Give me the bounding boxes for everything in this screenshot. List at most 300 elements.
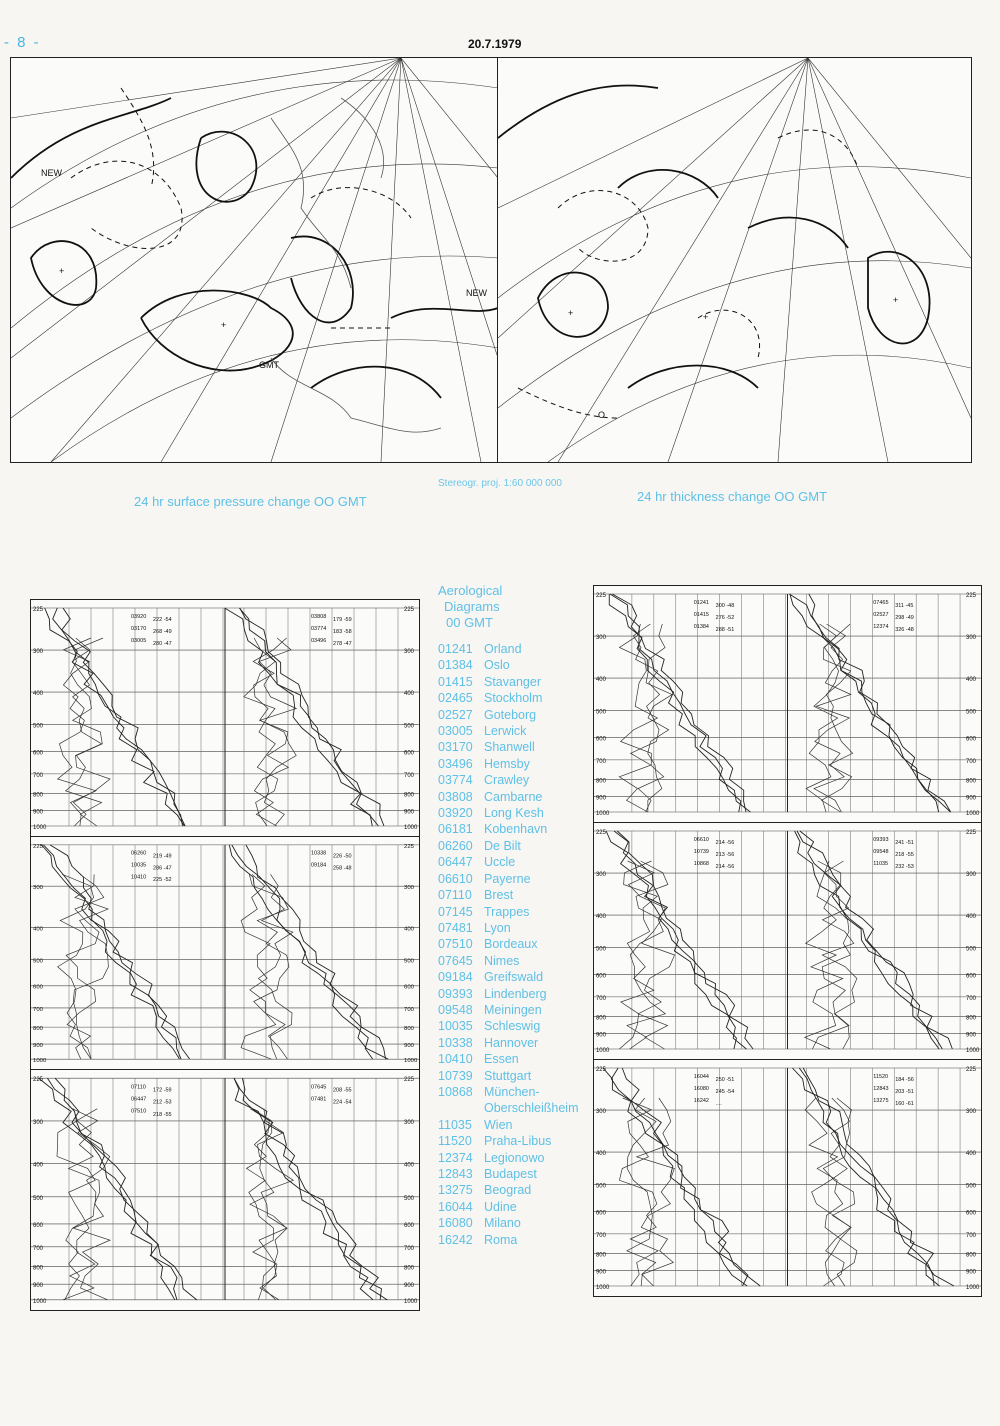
- station-item: [438, 1068, 578, 1084]
- pressure-label: 1000: [404, 1298, 418, 1305]
- pressure-label: 800: [595, 778, 606, 785]
- pressure-label: 500: [404, 958, 415, 965]
- pressure-label: 400: [595, 677, 606, 684]
- station-item: [438, 969, 578, 985]
- pressure-label: 1000: [404, 825, 418, 831]
- tropopause-value: 245 -54: [715, 1088, 735, 1096]
- dewpoint-profile: [805, 861, 843, 1049]
- diagram-graphic: [594, 586, 981, 822]
- station-code: 10338: [438, 1035, 473, 1050]
- station-code-label: 01384: [693, 623, 709, 631]
- station-code: 03496: [438, 756, 473, 771]
- pressure-label: 1000: [404, 1058, 418, 1065]
- station-code-label: 07465: [873, 599, 889, 607]
- station-code-label: 09184: [311, 862, 327, 869]
- station-code: 12374: [438, 1150, 473, 1165]
- pressure-label: 800: [595, 1252, 606, 1259]
- station-code: 07645: [438, 953, 473, 968]
- station-item: [438, 920, 578, 936]
- pressure-label: 225: [966, 592, 977, 600]
- tropopause-value: 184 -56: [895, 1076, 914, 1084]
- station-code: 10739: [438, 1068, 473, 1083]
- station-code: 02527: [438, 707, 473, 722]
- pressure-label: 700: [966, 995, 977, 1002]
- station-name: Hemsby: [484, 756, 530, 771]
- tropopause-value: 226 -50: [333, 853, 352, 860]
- pressure-label: 700: [595, 1232, 606, 1239]
- tropopause-value: 172 -59: [153, 1087, 172, 1094]
- station-item: [438, 739, 578, 755]
- station-item: [438, 904, 578, 920]
- pressure-label: 1000: [966, 810, 980, 818]
- tropopause-value: 208 -55: [333, 1087, 352, 1094]
- station-item: [438, 953, 578, 969]
- dewpoint-profile: [66, 874, 104, 1059]
- station-name: Roma: [484, 1232, 518, 1247]
- station-name: Goteborg: [484, 707, 537, 722]
- pressure-label: 700: [404, 772, 415, 779]
- dewpoint-profile: [812, 861, 850, 1049]
- pressure-label: 900: [404, 1043, 415, 1049]
- station-name: Milano: [484, 1216, 521, 1231]
- station-code-label: 11035: [873, 860, 889, 868]
- legend-title-line: Diagrams: [444, 599, 500, 614]
- tropopause-value: 276 -52: [715, 614, 735, 622]
- pressure-label: 300: [595, 635, 606, 642]
- pressure-label: 225: [404, 843, 415, 850]
- dewpoint-profile: [244, 638, 278, 826]
- station-code: 07510: [438, 937, 473, 952]
- station-code-label: 16080: [693, 1085, 709, 1093]
- pressure-label: 1000: [33, 1058, 47, 1065]
- pressure-label: 225: [595, 829, 606, 837]
- pressure-label: 1000: [33, 825, 47, 831]
- tropopause-value: 213 -56: [715, 851, 735, 859]
- pressure-label: 225: [33, 1077, 44, 1084]
- station-code: 07481: [438, 920, 473, 935]
- station-code-label: 10868: [693, 860, 709, 868]
- dewpoint-profile: [259, 638, 296, 826]
- pressure-label: 225: [404, 607, 415, 613]
- pressure-label: 900: [966, 795, 977, 802]
- pressure-label: 800: [33, 792, 44, 799]
- pressure-label: 400: [404, 691, 415, 698]
- tropopause-value: 311 -45: [895, 602, 914, 610]
- pressure-label: 800: [33, 1265, 44, 1272]
- station-item: [438, 1166, 578, 1182]
- pressure-label: 400: [595, 1151, 606, 1158]
- station-name: Schleswig: [484, 1019, 541, 1034]
- pressure-label: 900: [595, 1032, 606, 1039]
- pressure-label: 300: [595, 872, 606, 879]
- surface-pressure-change-map: [10, 57, 499, 463]
- station-name: Payerne: [484, 871, 531, 886]
- station-code: 16242: [438, 1232, 473, 1247]
- station-code-label: 11520: [873, 1073, 889, 1081]
- pressure-label: 600: [404, 1222, 415, 1229]
- station-code: 09548: [438, 1002, 473, 1017]
- dewpoint-profile: [241, 874, 276, 1059]
- tropopause-value: ....: [715, 1100, 722, 1108]
- station-item: [438, 641, 578, 657]
- station-item: [438, 1117, 578, 1133]
- station-code-label: 01415: [693, 611, 709, 619]
- station-code: 10868: [438, 1084, 473, 1099]
- diagram-graphic: [31, 1070, 419, 1310]
- pressure-map-graphic: [11, 58, 498, 462]
- station-code: 03005: [438, 724, 473, 739]
- station-list: [438, 641, 578, 1248]
- station-name: Stockholm: [484, 691, 543, 706]
- station-item: [438, 936, 578, 952]
- station-code-label: 12843: [873, 1085, 889, 1093]
- station-code-label: 06610: [693, 836, 709, 844]
- station-name: Cambarne: [484, 789, 543, 804]
- station-item: [438, 1199, 578, 1215]
- page-number: - 8 -: [4, 34, 41, 51]
- pressure-label: 800: [966, 1252, 977, 1259]
- pressure-label: 400: [404, 926, 415, 933]
- station-name-continued: Oberschleißheim: [484, 1101, 579, 1116]
- aerological-diagram-left-3: [30, 1069, 420, 1311]
- pressure-label: 600: [33, 1222, 44, 1229]
- tropopause-value: 232 -53: [895, 863, 914, 871]
- station-item: [438, 756, 578, 772]
- pressure-label: 400: [404, 1162, 415, 1169]
- station-code: 10410: [438, 1052, 473, 1067]
- station-code-label: 01241: [693, 599, 709, 607]
- pressure-label: 300: [966, 1109, 977, 1116]
- pressure-label: 400: [33, 1162, 44, 1169]
- pressure-label: 600: [404, 750, 415, 757]
- station-code-label: 06260: [131, 850, 147, 857]
- pressure-label: 600: [33, 750, 44, 757]
- station-name: Oslo: [484, 658, 510, 673]
- pressure-label: 300: [33, 649, 44, 656]
- station-code-label: 07481: [311, 1096, 327, 1103]
- pressure-label: 400: [33, 926, 44, 933]
- tropopause-value: 183 -58: [333, 629, 352, 635]
- dewpoint-profile: [619, 861, 657, 1049]
- pressure-label: 700: [33, 1245, 44, 1252]
- station-item: [438, 1018, 578, 1034]
- pressure-label: 700: [33, 772, 44, 779]
- tropopause-value: 258 -48: [333, 865, 352, 872]
- pressure-label: 300: [966, 872, 977, 879]
- pressure-label: 600: [595, 973, 606, 980]
- station-code-label: 07110: [131, 1084, 146, 1091]
- dewpoint-profile: [253, 638, 288, 826]
- station-code: 03920: [438, 806, 473, 821]
- station-name: Greifswald: [484, 970, 544, 985]
- pressure-label: 225: [33, 843, 44, 850]
- station-item: [438, 1051, 578, 1067]
- pressure-label: 500: [595, 1183, 606, 1190]
- station-code-label: 12374: [873, 623, 889, 631]
- station-name: Wien: [484, 1117, 513, 1132]
- legend-title-line: 00 GMT: [446, 615, 493, 630]
- station-code-label: 03920: [131, 614, 147, 620]
- station-code-label: 02527: [873, 611, 889, 619]
- pressure-label: 225: [404, 1077, 415, 1084]
- pressure-label: 500: [404, 723, 415, 730]
- pressure-label: 900: [33, 1283, 44, 1290]
- pressure-label: 700: [595, 758, 606, 765]
- station-name: Shanwell: [484, 740, 535, 755]
- station-code-label: 06447: [131, 1096, 147, 1103]
- pressure-label: 400: [595, 914, 606, 921]
- station-code-label: 10338: [311, 850, 327, 857]
- pressure-label: 900: [595, 1269, 606, 1276]
- tropopause-value: 286 -47: [153, 865, 172, 872]
- pressure-label: 500: [966, 1183, 977, 1190]
- pressure-label: 600: [966, 736, 977, 743]
- station-code-label: 16044: [693, 1073, 709, 1081]
- pressure-label: 500: [595, 709, 606, 716]
- station-item: [438, 1182, 578, 1198]
- pressure-label: 300: [595, 1109, 606, 1116]
- pressure-label: 1000: [595, 810, 610, 818]
- thickness-change-map: [497, 57, 972, 463]
- pressure-label: 700: [404, 1245, 415, 1252]
- station-name: Bordeaux: [484, 937, 538, 952]
- station-item: [438, 1133, 578, 1149]
- dewpoint-profile: [66, 638, 103, 826]
- pressure-label: 500: [33, 1195, 44, 1202]
- station-code-label: 03808: [311, 614, 327, 620]
- pressure-label: 900: [966, 1269, 977, 1276]
- pressure-label: 900: [404, 809, 415, 816]
- left-map-caption: 24 hr surface pressure change OO GMT: [134, 494, 367, 509]
- station-item: [438, 1035, 578, 1051]
- station-item: [438, 690, 578, 706]
- svg-text:GMT: GMT: [259, 360, 279, 370]
- station-code: 03808: [438, 789, 473, 804]
- tropopause-value: 179 -59: [333, 617, 352, 623]
- pressure-label: 800: [595, 1015, 606, 1022]
- tropopause-value: 268 -49: [153, 629, 172, 635]
- station-code-label: 07645: [311, 1084, 327, 1091]
- station-name: Nimes: [484, 953, 520, 968]
- station-item: [438, 707, 578, 723]
- tropopause-value: 218 -55: [153, 1111, 172, 1118]
- pressure-label: 500: [33, 958, 44, 965]
- station-item: [438, 723, 578, 739]
- pressure-label: 225: [966, 829, 977, 837]
- tropopause-value: 203 -51: [895, 1088, 914, 1096]
- pressure-label: 225: [595, 1066, 606, 1074]
- station-name: Praha-Libus: [484, 1134, 552, 1149]
- station-item: [438, 1232, 578, 1248]
- tropopause-value: 326 -48: [895, 626, 914, 634]
- aerological-diagram-right-3: [593, 1059, 982, 1297]
- pressure-label: 1000: [33, 1298, 47, 1305]
- tropopause-value: 225 -52: [153, 877, 172, 884]
- station-code-label: 09548: [873, 848, 889, 856]
- station-item: [438, 871, 578, 887]
- station-name: Lyon: [484, 920, 511, 935]
- pressure-label: 500: [966, 946, 977, 953]
- station-name: Trappes: [484, 904, 530, 919]
- pressure-label: 300: [33, 1119, 44, 1126]
- right-map-caption: 24 hr thickness change OO GMT: [637, 489, 828, 504]
- station-code: 11035: [438, 1117, 472, 1132]
- tropopause-value: 224 -54: [333, 1099, 352, 1106]
- station-item: [438, 1002, 578, 1018]
- station-code: 07145: [438, 904, 473, 919]
- pressure-label: 600: [595, 1210, 606, 1217]
- station-name: Uccle: [484, 855, 516, 870]
- diagram-graphic: [31, 837, 419, 1069]
- station-code-label: 03005: [131, 638, 147, 644]
- station-code: 11520: [438, 1134, 472, 1149]
- dewpoint-profile: [822, 861, 857, 1049]
- station-code-label: 03496: [311, 638, 327, 644]
- pressure-label: 700: [966, 1232, 977, 1239]
- station-name: Kobenhavn: [484, 822, 548, 837]
- dewpoint-profile: [812, 1098, 851, 1286]
- station-code: 06260: [438, 838, 473, 853]
- pressure-label: 800: [404, 1265, 415, 1272]
- pressure-label: 225: [966, 1066, 977, 1074]
- station-code-label: 13275: [873, 1097, 889, 1105]
- pressure-label: 800: [966, 778, 977, 785]
- station-item: [438, 821, 578, 837]
- station-code: 03170: [438, 740, 473, 755]
- thickness-map-graphic: [498, 58, 971, 462]
- station-code: 16080: [438, 1216, 473, 1231]
- dewpoint-profile: [646, 624, 672, 812]
- page-date: 20.7.1979: [468, 37, 522, 51]
- legend-title: [438, 583, 502, 631]
- station-item: [438, 1084, 578, 1100]
- pressure-label: 900: [33, 809, 44, 816]
- station-item: [438, 789, 578, 805]
- station-code-label: 10739: [693, 848, 709, 856]
- pressure-label: 400: [33, 691, 44, 698]
- station-name: Long Kesh: [484, 806, 544, 821]
- pressure-label: 400: [966, 677, 977, 684]
- dewpoint-profile: [58, 638, 96, 826]
- station-name: Essen: [484, 1052, 519, 1067]
- svg-text:NEW: NEW: [41, 168, 62, 178]
- station-name: Brest: [484, 888, 514, 903]
- tropopause-value: 278 -47: [333, 641, 352, 647]
- dewpoint-profile: [619, 1098, 658, 1286]
- pressure-label: 900: [595, 795, 606, 802]
- station-item: [438, 657, 578, 673]
- pressure-label: 800: [404, 792, 415, 799]
- aerological-diagram-left-2: [30, 836, 420, 1070]
- tropopause-value: 218 -55: [895, 851, 914, 859]
- pressure-label: 1000: [966, 1047, 980, 1055]
- tropopause-value: 219 -49: [153, 853, 172, 860]
- tropopause-value: 214 -56: [715, 839, 735, 847]
- dewpoint-profile: [814, 624, 851, 812]
- dewpoint-profile: [806, 624, 838, 812]
- pressure-label: 500: [404, 1195, 415, 1202]
- legend-title-line: Aerological: [438, 583, 503, 598]
- diagram-graphic: [31, 600, 419, 836]
- pressure-label: 500: [595, 946, 606, 953]
- tropopause-value: 212 -53: [153, 1099, 172, 1106]
- station-name: Legionowo: [484, 1150, 545, 1165]
- pressure-label: 1000: [595, 1284, 610, 1292]
- diagram-graphic: [594, 1060, 981, 1296]
- station-item: [438, 674, 578, 690]
- pressure-label: 700: [595, 995, 606, 1002]
- station-name: De Bilt: [484, 838, 521, 853]
- station-code: 12843: [438, 1167, 473, 1181]
- svg-text:+: +: [703, 312, 709, 322]
- pressure-label: 225: [595, 592, 606, 600]
- pressure-label: 600: [595, 736, 606, 743]
- station-item: [438, 1215, 578, 1231]
- station-code-label: 09393: [873, 836, 889, 844]
- tropopause-value: 288 -51: [715, 626, 735, 634]
- station-code: 10035: [438, 1019, 473, 1034]
- pressure-label: 600: [966, 1210, 977, 1217]
- station-item: [438, 986, 578, 1002]
- station-code: 06181: [438, 822, 473, 837]
- station-code: 07110: [438, 888, 472, 903]
- station-code-label: 10035: [131, 862, 147, 869]
- pressure-label: 900: [33, 1043, 44, 1049]
- tropopause-value: 160 -61: [895, 1100, 914, 1108]
- svg-text:+: +: [893, 295, 899, 305]
- station-item: [438, 838, 578, 854]
- pressure-label: 900: [966, 1032, 977, 1039]
- pressure-label: 800: [33, 1026, 44, 1033]
- pressure-label: 300: [404, 1119, 415, 1126]
- station-name: Budapest: [484, 1167, 537, 1181]
- svg-text:O: O: [598, 410, 606, 420]
- pressure-label: 400: [966, 1151, 977, 1158]
- station-code: 09184: [438, 970, 473, 985]
- projection-label: Stereogr. proj. 1:60 000 000: [438, 478, 562, 489]
- station-item: [438, 854, 578, 870]
- station-name: Stuttgart: [484, 1068, 532, 1083]
- dewpoint-profile: [627, 861, 665, 1049]
- station-code-label: 16242: [693, 1097, 709, 1105]
- station-name: Beograd: [484, 1183, 532, 1198]
- pressure-label: 500: [966, 709, 977, 716]
- tropopause-value: 300 -48: [715, 602, 735, 610]
- station-name: Lerwick: [484, 724, 527, 739]
- dewpoint-profile: [57, 1109, 95, 1300]
- dewpoint-profile: [249, 874, 289, 1059]
- pressure-label: 225: [33, 607, 44, 613]
- dewpoint-profile: [637, 1098, 675, 1286]
- svg-text:+: +: [568, 308, 574, 318]
- station-code: 02465: [438, 691, 473, 706]
- station-item: [438, 805, 578, 821]
- pressure-label: 900: [404, 1283, 415, 1290]
- station-code: 03774: [438, 773, 473, 788]
- station-name: Orland: [484, 642, 522, 656]
- pressure-label: 800: [966, 1015, 977, 1022]
- tropopause-value: 222 -54: [153, 617, 172, 623]
- pressure-label: 300: [33, 885, 44, 892]
- pressure-label: 700: [966, 758, 977, 765]
- aerological-diagram-left-1: [30, 599, 420, 837]
- station-name: Hannover: [484, 1035, 539, 1050]
- diagram-graphic: [594, 823, 981, 1059]
- pressure-label: 600: [404, 984, 415, 991]
- aerological-diagram-right-1: [593, 585, 982, 823]
- svg-text:+: +: [59, 266, 65, 276]
- tropopause-value: 298 -49: [895, 614, 914, 622]
